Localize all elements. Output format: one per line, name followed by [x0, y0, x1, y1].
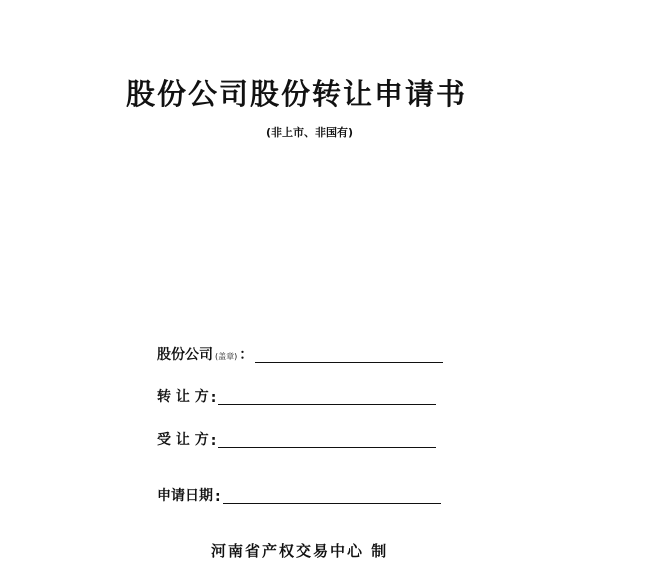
issuer-footer: 河南省产权交易中心 制	[211, 542, 389, 560]
transferor-colon: :	[210, 390, 217, 406]
seal-note: (盖章)	[215, 352, 238, 361]
transferee-colon: :	[210, 433, 217, 449]
application-date-label: 申请日期	[157, 488, 213, 504]
company-label: 股份公司	[157, 347, 213, 363]
application-date-field	[157, 485, 441, 505]
transferee-field	[157, 429, 436, 449]
company-colon: ：	[239, 347, 254, 363]
application-date-colon: :	[215, 489, 221, 505]
transferor-blank-line	[218, 404, 436, 405]
company-blank-line	[255, 362, 443, 363]
application-date-blank-line	[223, 503, 441, 504]
transferee-label: 受 让 方	[157, 432, 209, 448]
document-title: 股份公司股份转让申请书	[126, 77, 468, 111]
transferor-label: 转 让 方	[157, 389, 209, 405]
document-subtitle: (非上市、非国有)	[266, 126, 354, 139]
transferor-field	[157, 386, 436, 406]
company-field	[157, 344, 443, 364]
transferee-blank-line	[218, 447, 436, 448]
